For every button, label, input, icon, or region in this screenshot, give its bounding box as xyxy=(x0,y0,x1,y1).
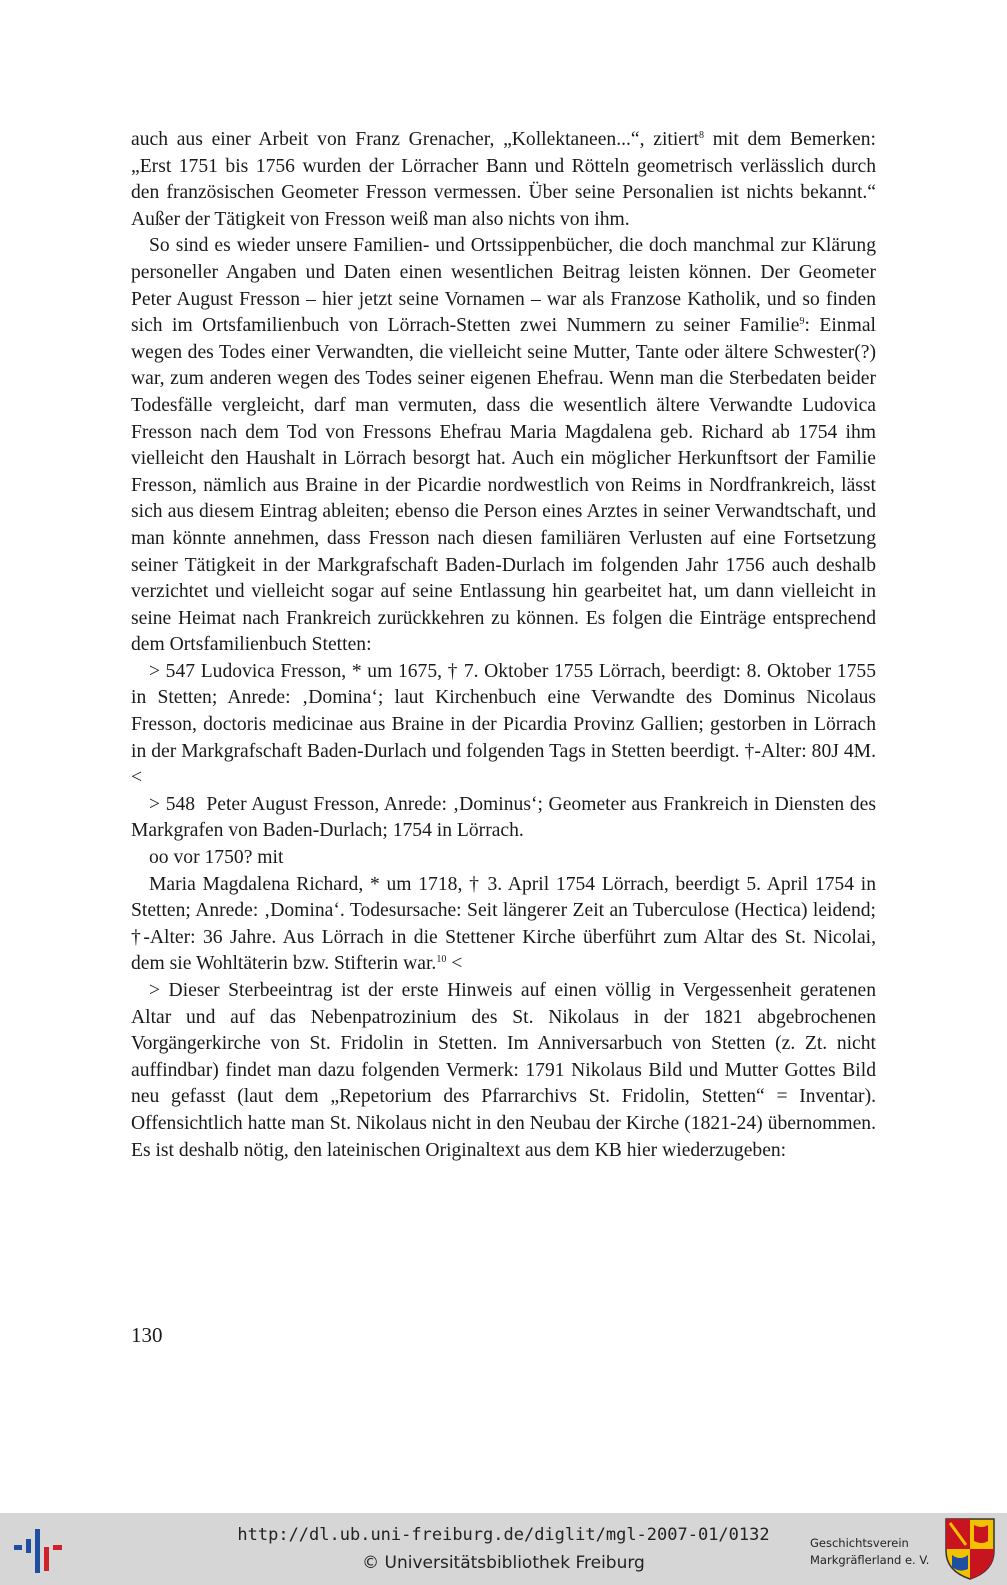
paragraph: auch aus einer Arbeit von Franz Grenacher, „Kollektaneen...“, zitiert$^8$ mit dem Bemerken: „Erst 1751 bis 1756 wurden der Lörracher Bann und Rötteln geometrisch verlässlich durch den französischen Geometer Fresson vermessen. Über seine Personalien ist nichts bekannt.“ Außer der Tätigkeit von Fresson weiß man also nichts von ihm. xyxy=(131,129,876,230)
footer-copyright: © Universitätsbibliothek Freiburg xyxy=(362,1553,645,1573)
paragraph: > 548 Peter August Fresson, Anrede: ‚Dominus‘; Geometer aus Frankreich in Diensten des Markgrafen von Baden-Durlach; 1754 in Lörrach. xyxy=(131,793,876,842)
paragraph: > 547 Ludovica Fresson, * um 1675, † 7. Oktober 1755 Lörrach, beerdigt: 8. Oktober 1755 in Stetten; Anrede: ‚Domina‘; laut Kirchenbuch eine Verwandte des Dominus Nicolaus Fresson, doctoris medicinae aus Braine in der Picardia Provinz Gallien; gestorben in Lörrach in der Markgrafschaft Baden-Durlach und folgenden Tags in Stetten beerdigt. †-Alter: 80J 4M. < xyxy=(131,660,876,789)
footer-bar xyxy=(0,1513,1007,1585)
society-line-1: Geschichtsverein xyxy=(810,1536,909,1550)
paragraph: > Dieser Sterbeeintrag ist der erste Hinweis auf einen völlig in Vergessenheit geratenen Altar und auf das Nebenpatrozinium des St. Nikolaus in der 1821 abgebrochenen Vorgängerkirche von St. Fridolin in Stetten. Im Anniversarbuch von Stetten (z. Zt. nicht auffindbar) findet man dazu folgenden Vermerk: 1791 Nikolaus Bild und Mutter Gottes Bild neu gefasst (laut dem „Repetorium des Pfarrarchivs St. Fridolin, Stetten“ = Inventar). Offensichtlich hatte man St. Nikolaus nicht in den Neubau der Kirche (1821-24) übernommen. Es ist deshalb nötig, den lateinischen Originaltext aus dem KB hier wiederzugeben: xyxy=(131,980,876,1161)
paragraph: So sind es wieder unsere Familien- und Ortssippenbücher, die doch manchmal zur Klärung personeller Angaben und Daten einen wesentlichen Beitrag leisten können. Der Geometer Peter August Fresson – hier jetzt seine Vornamen – war als Franzose Katholik, und so finden sich im Ortsfamilienbuch von Lörrach-Stetten zwei Nummern zu seiner Familie$^9$: Einmal wegen des Todes einer Verwandten, die vielleicht seine Mutter, Tante oder ältere Schwester(?) war, zum anderen wegen des Todes seiner eigenen Ehefrau. Wenn man die Sterbedaten beider Todesfälle vergleicht, darf man vermuten, dass die wesentlich ältere Verwandte Ludovica Fresson nach dem Tod von Fressons Ehefrau Maria Magdalena geb. Richard ab 1754 ihm vielleicht den Haushalt in Lörrach besorgt hat. Auch ein möglicher Herkunftsort der Familie Fresson, nämlich aus Braine in der Picardie nordwestlich von Reims in Nordfrankreich, lässt sich aus diesem Eintrag ableiten; ebenso die Person eines Arztes in seiner Verwandtschaft, und man könnte annehmen, dass Fresson nach diesen familiären Verlusten auf eine Fortsetzung seiner Tätigkeit in der Markgrafschaft Baden-Durlach im folgenden Jahr 1756 auch deshalb verzichtet und vielleicht sogar auf seine Entlassung hin gearbeitet hat, um dann vielleicht in seine Heimat nach Frankreich zurückkehren zu können. Es folgen die Einträge entsprechend dem Ortsfamilienbuch Stetten: xyxy=(131,235,876,656)
body-text xyxy=(131,127,876,1164)
paragraph: Maria Magdalena Richard, * um 1718, † 3. April 1754 Lörrach, beerdigt 5. April 1754 in Stetten; Anrede: ‚Domina‘. Todesursache: Seit längerer Zeit an Tuberculose (Hectica) leidend; †-Alter: 36 Jahre. Aus Lörrach in die Stettener Kirche überführt zum Altar des St. Nicolai, dem sie Wohltäterin bzw. Stifterin war.$^{10}$ < xyxy=(131,873,876,975)
page-number: 130 xyxy=(131,1323,163,1347)
society-name xyxy=(810,1535,930,1569)
footer-url[interactable]: http://dl.ub.uni-freiburg.de/diglit/mgl-2007-01/0132 xyxy=(237,1525,770,1545)
coat-of-arms-icon xyxy=(944,1517,996,1581)
paragraph: oo vor 1750? mit xyxy=(149,847,284,869)
society-line-2: Markgräflerland e. V. xyxy=(810,1553,930,1567)
